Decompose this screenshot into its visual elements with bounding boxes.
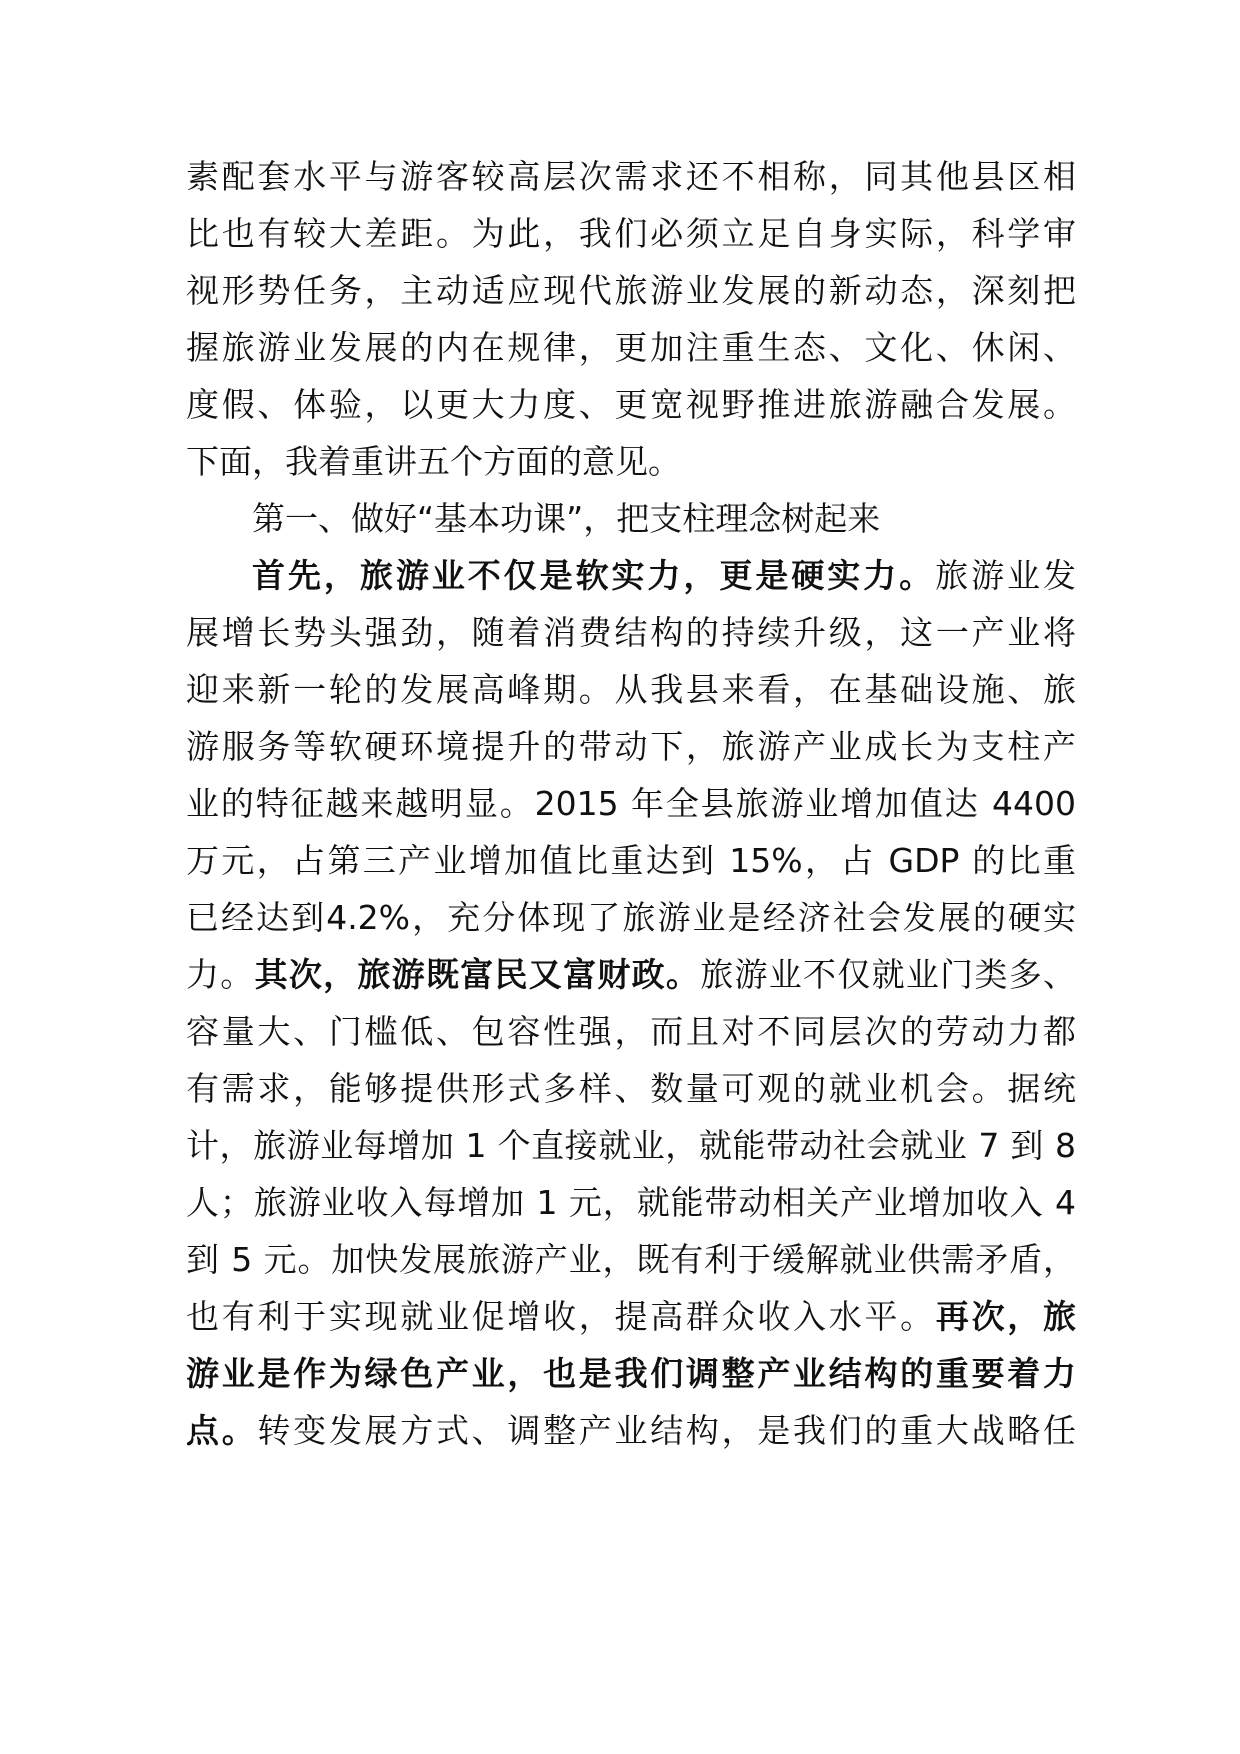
text-line: 力。其次，旅游既富民又富财政。旅游业不仅就业门类多、 — [186, 955, 1077, 994]
paragraph-first-line: 首先，旅游业不仅是软实力，更是硬实力。旅游业发 — [252, 556, 1077, 595]
text-line: 度假、体验，以更大力度、更宽视野推进旅游融合发展。 — [186, 385, 1076, 424]
text-line: 比也有较大差距。为此，我们必须立足自身实际，科学审 — [186, 214, 1076, 253]
text-line: 人；旅游业收入每增加 1 元，就能带动相关产业增加收入 4 — [186, 1183, 1076, 1222]
section-heading: 第一、做好“基本功课”，把支柱理念树起来 — [252, 499, 881, 538]
text-line: 视形势任务，主动适应现代旅游业发展的新动态，深刻把 — [186, 271, 1076, 310]
text-line: 计，旅游业每增加 1 个直接就业，就能带动社会就业 7 到 8 — [186, 1126, 1076, 1165]
text-line: 有需求，能够提供形式多样、数量可观的就业机会。据统 — [186, 1069, 1076, 1108]
bold-lead-sentence: 其次，旅游既富民又富财政。 — [254, 955, 701, 994]
bold-lead-sentence: 首先，旅游业不仅是软实力，更是硬实力。 — [252, 556, 936, 595]
text-line: 业的特征越来越明显。2015 年全县旅游业增加值达 4400 — [186, 784, 1076, 823]
text-line: 下面，我着重讲五个方面的意见。 — [186, 442, 681, 481]
text-line: 已经达到4.2%，充分体现了旅游业是经济社会发展的硬实 — [186, 898, 1076, 937]
text-line: 万元，占第三产业增加值比重达到 15%，占 GDP 的比重 — [186, 841, 1076, 880]
text-line: 素配套水平与游客较高层次需求还不相称，同其他县区相 — [186, 157, 1076, 196]
text-line: 游服务等软硬环境提升的带动下，旅游产业成长为支柱产 — [186, 727, 1076, 766]
text-line: 握旅游业发展的内在规律，更加注重生态、文化、休闲、 — [186, 328, 1076, 367]
text-line: 到 5 元。加快发展旅游产业，既有利于缓解就业供需矛盾， — [186, 1240, 1076, 1279]
text-line: 迎来新一轮的发展高峰期。从我县来看，在基础设施、旅 — [186, 670, 1076, 709]
text-line: 也有利于实现就业促增收，提高群众收入水平。再次，旅 — [186, 1297, 1077, 1336]
bold-lead-sentence: 再次，旅 — [935, 1297, 1077, 1336]
text-line: 游业是作为绿色产业，也是我们调整产业结构的重要着力 — [186, 1354, 1076, 1393]
text-line: 展增长势头强劲，随着消费结构的持续升级，这一产业将 — [186, 613, 1076, 652]
text-line: 点。转变发展方式、调整产业结构，是我们的重大战略任 — [186, 1411, 1077, 1450]
text-line: 容量大、门槛低、包容性强，而且对不同层次的劳动力都 — [186, 1012, 1076, 1051]
